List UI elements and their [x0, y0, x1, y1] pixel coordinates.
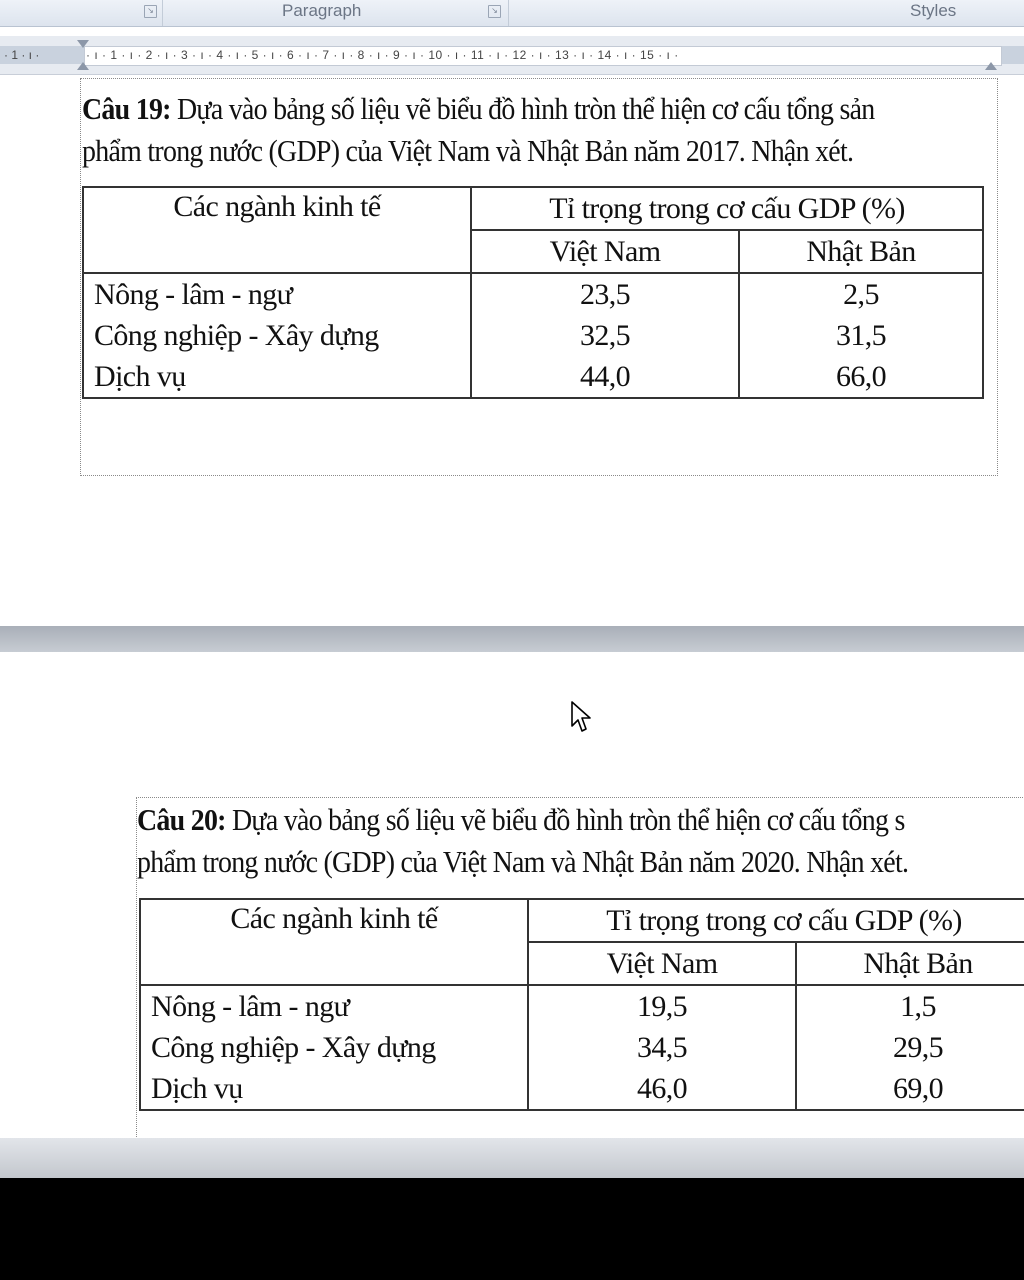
q19-line2: phẩm trong nước (GDP) của Việt Nam và Nhật Bản năm 2017. Nhận xét.: [82, 133, 854, 168]
q19-line1: Dựa vào bảng số liệu vẽ biểu đồ hình tròn thể hiện cơ cấu tổng sản: [170, 91, 875, 126]
q20-vn-cell: 19,5: [636, 990, 688, 1023]
q19-table[interactable]: [82, 186, 984, 399]
q19-jp-cell: 2,5: [843, 278, 879, 311]
ruler-numbers: · ı · 1 · ı · 2 · ı · 3 · ı · 4 · ı · 5 · ı · 6 · ı · 7 · ı · 8 · ı · 9 · ı · 10 · ı · 11 · ı · 12 · ı · 13 · ı · 14 · ı · 15 · ı ·: [86, 48, 679, 62]
q19-sector-cell: Nông - lâm - ngư: [94, 278, 293, 311]
q20-vietnam-column: [528, 985, 796, 1110]
q19-header-japan: Nhật Bản: [739, 230, 983, 273]
q20-sector-column: [140, 985, 528, 1110]
paragraph-group-label: Paragraph: [282, 1, 362, 20]
horizontal-ruler[interactable]: [0, 36, 1024, 75]
q20-header-vietnam: Việt Nam: [528, 942, 796, 985]
q19-japan-column: [739, 273, 983, 398]
q20-header-japan: Nhật Bản: [796, 942, 1024, 985]
hanging-indent-marker-icon[interactable]: [77, 62, 89, 70]
q19-vn-cell: 32,5: [579, 319, 631, 352]
q19-vn-cell: 23,5: [579, 278, 631, 311]
q20-table[interactable]: [139, 898, 1024, 1111]
q19-header-vietnam: Việt Nam: [471, 230, 739, 273]
q20-question[interactable]: [137, 799, 908, 883]
q20-jp-cell: 69,0: [892, 1072, 944, 1105]
styles-group-label: Styles: [910, 1, 957, 20]
q20-sector-cell: Nông - lâm - ngư: [151, 990, 350, 1023]
q19-sector-cell: Công nghiệp - Xây dựng: [94, 319, 379, 352]
first-line-indent-marker-icon[interactable]: [77, 40, 89, 48]
q20-sector-cell: Dịch vụ: [151, 1072, 243, 1105]
q20-japan-column: [796, 985, 1024, 1110]
q20-line1: Dựa vào bảng số liệu vẽ biểu đồ hình tròn thể hiện cơ cấu tổng s: [225, 802, 905, 837]
q19-jp-cell: 31,5: [835, 319, 887, 352]
bottom-page-gap: [0, 1138, 1024, 1178]
ruler-right-margin: [1002, 46, 1024, 64]
ruler-left-numbers: · 1 · ı ·: [4, 48, 40, 62]
ribbon-separator: [508, 0, 509, 26]
paragraph-dialog-launcher-icon[interactable]: ↘: [488, 5, 501, 18]
q19-sector-column: [83, 273, 471, 398]
q20-label: Câu 20:: [137, 802, 226, 837]
q20-vn-cell: 34,5: [636, 1031, 688, 1064]
q20-col-header: Các ngành kinh tế: [140, 899, 528, 985]
right-indent-marker-icon[interactable]: [985, 62, 997, 70]
q19-group-header: Tỉ trọng trong cơ cấu GDP (%): [471, 187, 983, 230]
q20-line2: phẩm trong nước (GDP) của Việt Nam và Nhật Bản năm 2020. Nhận xét.: [137, 844, 909, 879]
q19-jp-cell: 66,0: [835, 360, 887, 393]
q19-sector-cell: Dịch vụ: [94, 360, 186, 393]
q19-vn-cell: 44,0: [579, 360, 631, 393]
q20-group-header: Tỉ trọng trong cơ cấu GDP (%): [528, 899, 1024, 942]
q19-label: Câu 19:: [82, 91, 171, 126]
page-break-gap: [0, 626, 1024, 652]
q20-vn-cell: 46,0: [636, 1072, 688, 1105]
q19-vietnam-column: [471, 273, 739, 398]
ribbon-separator: [162, 0, 163, 26]
mouse-pointer-icon: [570, 700, 592, 734]
font-dialog-launcher-icon[interactable]: ↘: [144, 5, 157, 18]
q19-col-header: Các ngành kinh tế: [83, 187, 471, 273]
q19-question[interactable]: [82, 88, 875, 172]
ribbon-strip: [0, 0, 1024, 27]
q20-sector-cell: Công nghiệp - Xây dựng: [151, 1031, 436, 1064]
q20-jp-cell: 1,5: [900, 990, 936, 1023]
q20-jp-cell: 29,5: [892, 1031, 944, 1064]
letterbox-bar: [0, 1178, 1024, 1280]
